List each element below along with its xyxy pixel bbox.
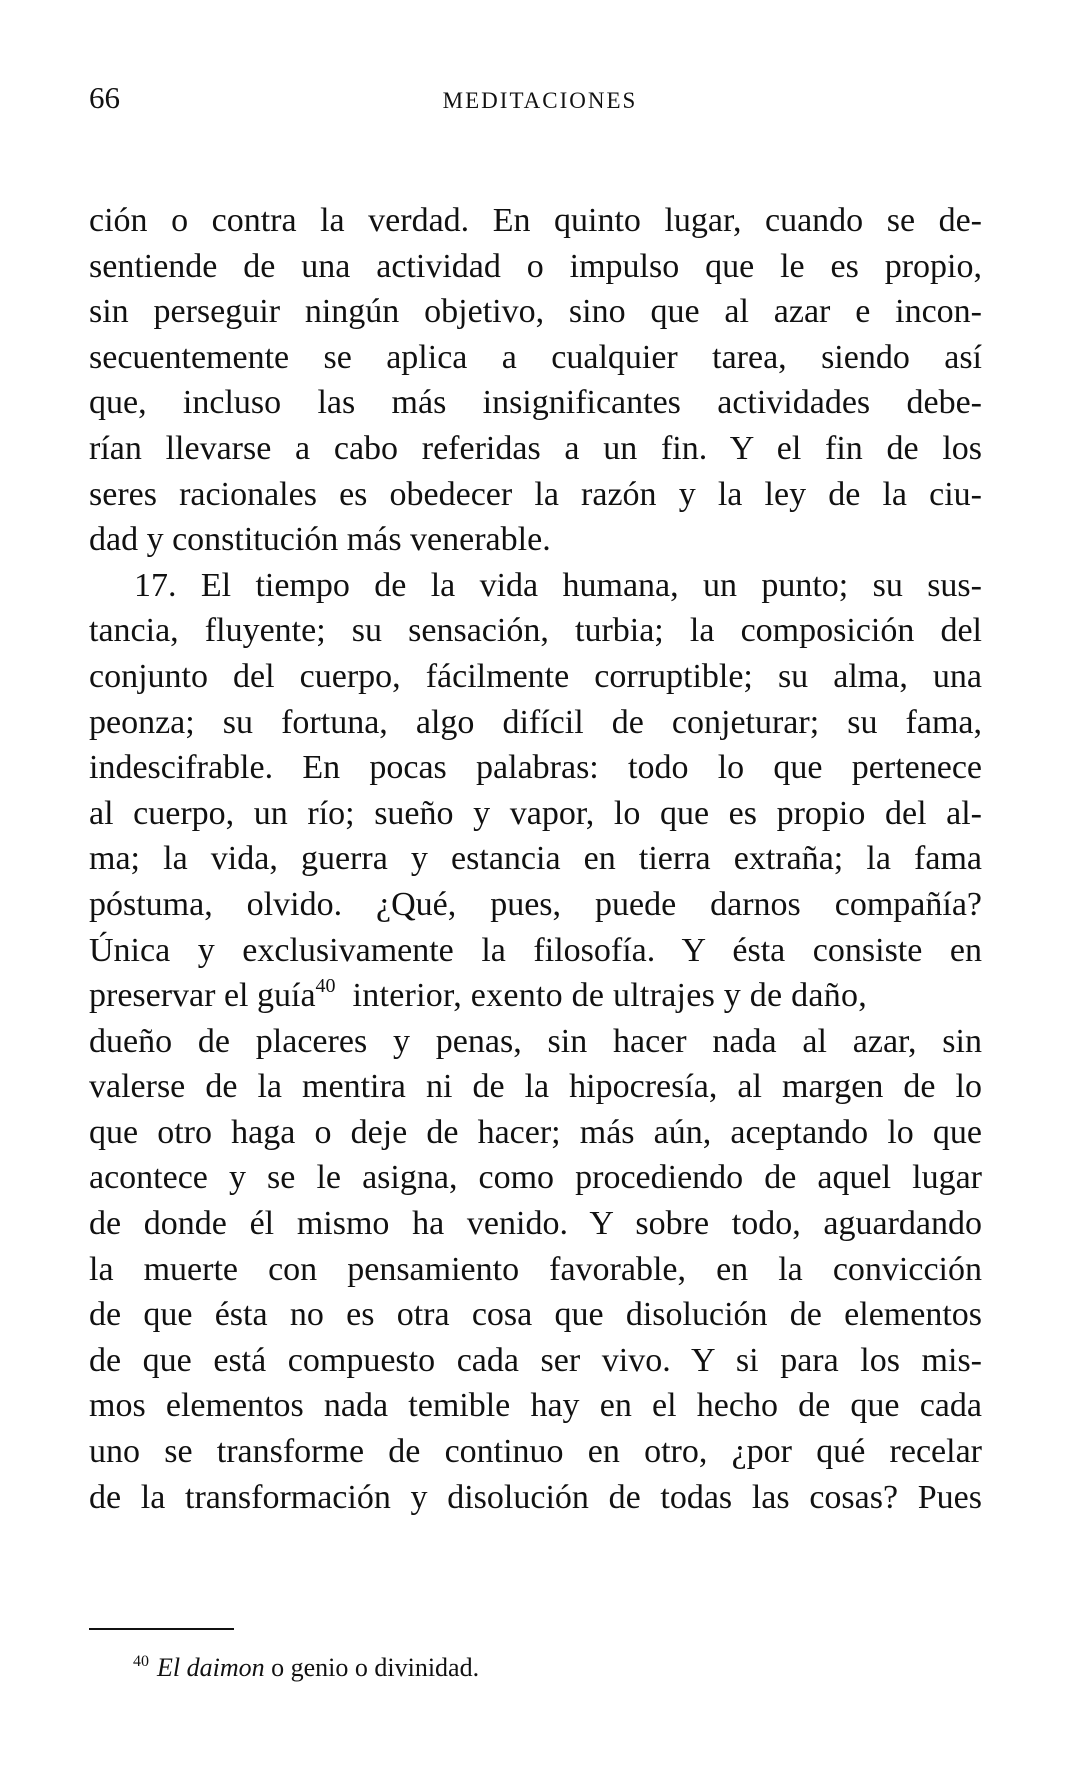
text-line: al cuerpo, un río; sueño y vapor, lo que es propio del al- (89, 794, 982, 832)
footnote-text: o genio o divinidad. (264, 1653, 480, 1682)
text-segment: interior, exento de ultrajes y de daño, (352, 977, 867, 1015)
text-line: sentiende de una actividad o impulso que le es propio, (89, 247, 982, 285)
text-line: de que ésta no es otra cosa que disolución de elementos (89, 1296, 982, 1334)
text-line: seres racionales es obedecer la razón y la ley de la ciu- (89, 475, 982, 513)
text-line: dad y constitución más venerable. (89, 521, 551, 559)
text-line: indescifrable. En pocas palabras: todo lo que pertenece (89, 749, 982, 787)
text-line: la muerte con pensamiento favorable, en la convicción (89, 1250, 982, 1288)
footnote-term: El daimon (157, 1653, 265, 1682)
text-line: sin perseguir ningún objetivo, sino que al azar e incon- (89, 293, 982, 331)
text-line: uno se transforme de continuo en otro, ¿por qué recelar (89, 1433, 982, 1471)
text-line: acontece y se le asigna, como procediendo de aquel lugar (89, 1159, 982, 1197)
text-line: de la transformación y disolución de todas las cosas? Pues (89, 1478, 982, 1516)
text-line: rían llevarse a cabo referidas a un fin. Y el fin de los (89, 429, 982, 467)
footnote-marker: 40 (133, 1653, 149, 1670)
text-line: peonza; su fortuna, algo difícil de conjeturar; su fama, (89, 703, 982, 741)
text-line: Única y exclusivamente la filosofía. Y ésta consiste en (89, 931, 982, 969)
text-line-with-footnote-ref (89, 973, 982, 1019)
text-segment: preservar el guía (89, 977, 316, 1015)
text-line: 17. El tiempo de la vida humana, un punto; su sus- (134, 566, 982, 604)
text-line: póstuma, olvido. ¿Qué, pues, puede darnos compañía? (89, 885, 982, 923)
running-head: MEDITACIONES (442, 88, 638, 113)
text-line: valerse de la mentira ni de la hipocresía, al margen de lo (89, 1068, 982, 1106)
text-line: de que está compuesto cada ser vivo. Y si para los mis- (89, 1341, 982, 1379)
text-line: que, incluso las más insignificantes actividades debe- (89, 384, 982, 422)
text-line: ma; la vida, guerra y estancia en tierra extraña; la fama (89, 840, 982, 878)
text-line: mos elementos nada temible hay en el hecho de que cada (89, 1387, 982, 1425)
text-line: de donde él mismo ha venido. Y sobre todo, aguardando (89, 1205, 982, 1243)
footnote (133, 1651, 479, 1685)
text-line: ción o contra la verdad. En quinto lugar, cuando se de- (89, 202, 982, 239)
text-line: dueño de placeres y penas, sin hacer nada al azar, sin (89, 1022, 982, 1060)
text-line: que otro haga o deje de hacer; más aún, aceptando lo que (89, 1113, 982, 1151)
text-line: tancia, fluyente; su sensación, turbia; la composición del (89, 612, 982, 650)
body-text (89, 198, 982, 1520)
footnote-reference[interactable]: 40 (315, 975, 336, 998)
text-line: secuentemente se aplica a cualquier tarea, siendo así (89, 338, 982, 376)
text-line: conjunto del cuerpo, fácilmente corruptible; su alma, una (89, 657, 982, 695)
footnote-divider (89, 1628, 234, 1630)
page-number: 66 (89, 80, 120, 115)
